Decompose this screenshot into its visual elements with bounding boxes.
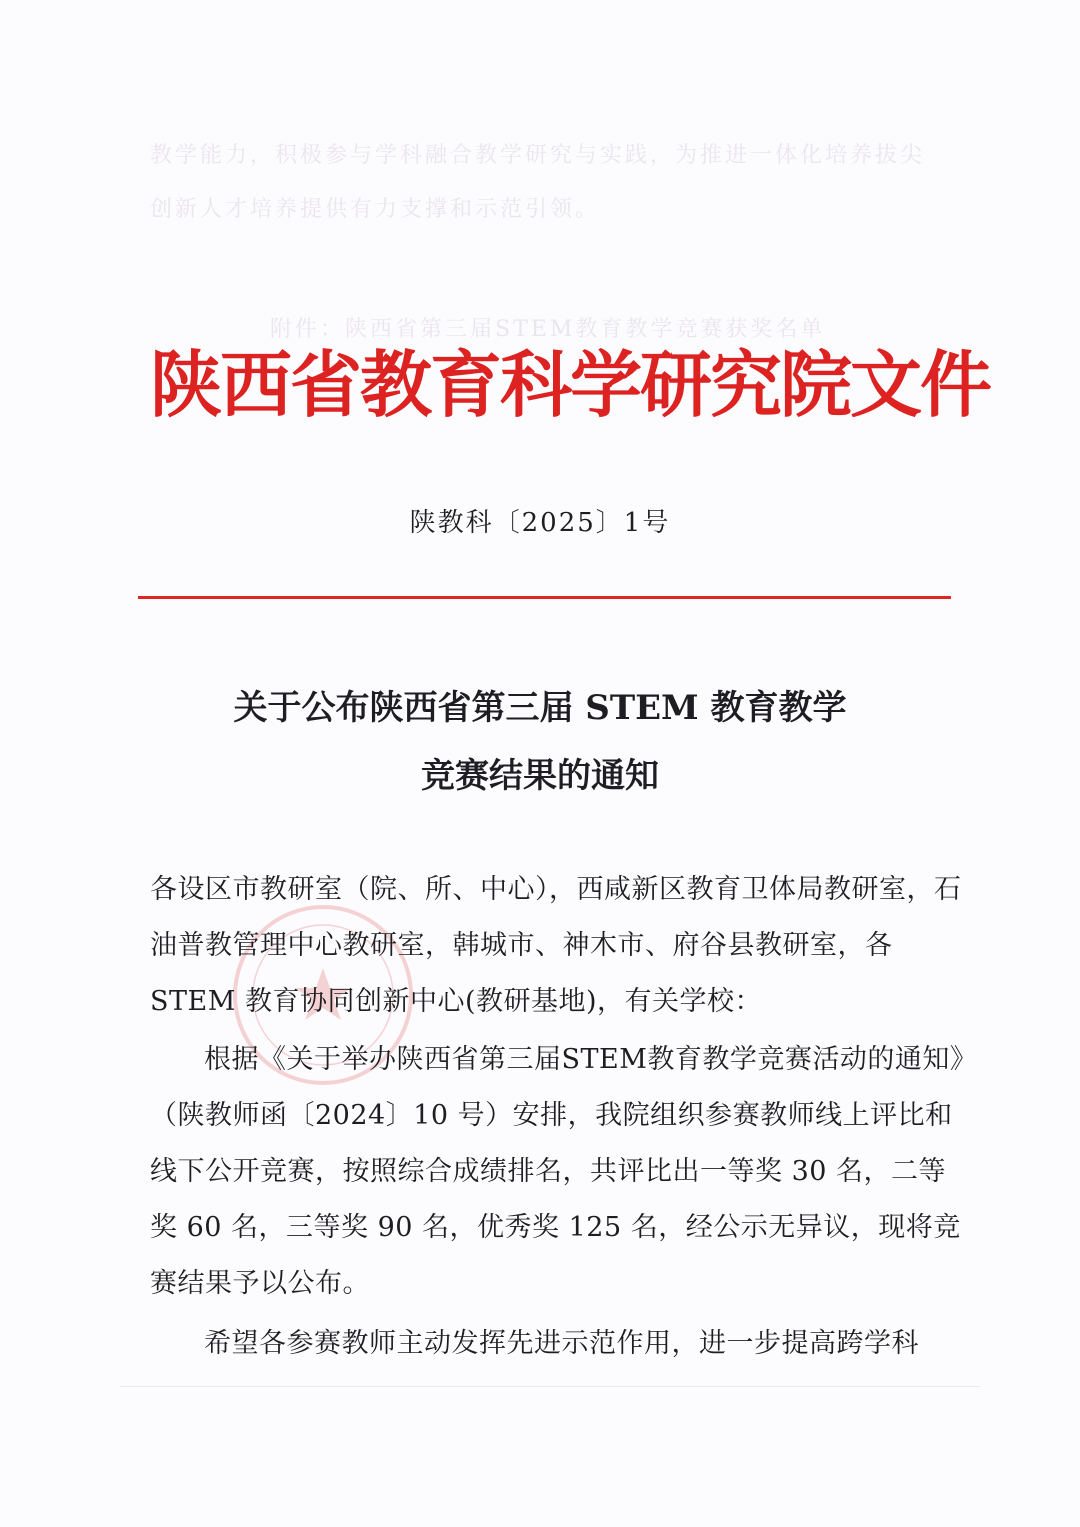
document-number: 陕教科〔2025〕1号	[409, 508, 671, 538]
body-paragraph-1: 根据《关于举办陕西省第三届STEM教育教学竞赛活动的通知》（陕教师函〔2024〕10 号）安排，我院组织参赛教师线上评比和线下公开竞赛，按照综合成绩排名，共评比出一等奖 30 名，二等奖 60 名，三等奖 90 名，优秀奖 125 名，经公示无异议，现将竞赛结果予以公布。	[150, 1044, 964, 1299]
red-divider-line	[138, 596, 951, 599]
bleed-through-text-line-1: 教学能力，积极参与学科融合教学研究与实践，为推进一体化培养拔尖	[150, 143, 926, 168]
masthead-title: 陕西省教育科学研究院文件	[150, 342, 991, 427]
notice-title-line-1: 关于公布陕西省第三届 STEM 教育教学	[233, 688, 847, 728]
notice-title-line-2: 竞赛结果的通知	[421, 756, 659, 796]
bleed-through-text-line-2: 创新人才培养提供有力支撑和示范引领。	[150, 197, 601, 222]
page-bottom-rule	[120, 1386, 980, 1387]
addressee-paragraph: 各设区市教研室（院、所、中心），西咸新区教育卫体局教研室，石油普教管理中心教研室，韩城市、神木市、府谷县教研室，各STEM 教育协同创新中心(教研基地)，有关学校：	[150, 874, 962, 1017]
body-paragraph-2: 希望各参赛教师主动发挥先进示范作用，进一步提高跨学科	[204, 1328, 919, 1359]
bleed-through-text-line-3: 附件：陕西省第三届STEM教育教学竞赛获奖名单	[270, 317, 826, 342]
